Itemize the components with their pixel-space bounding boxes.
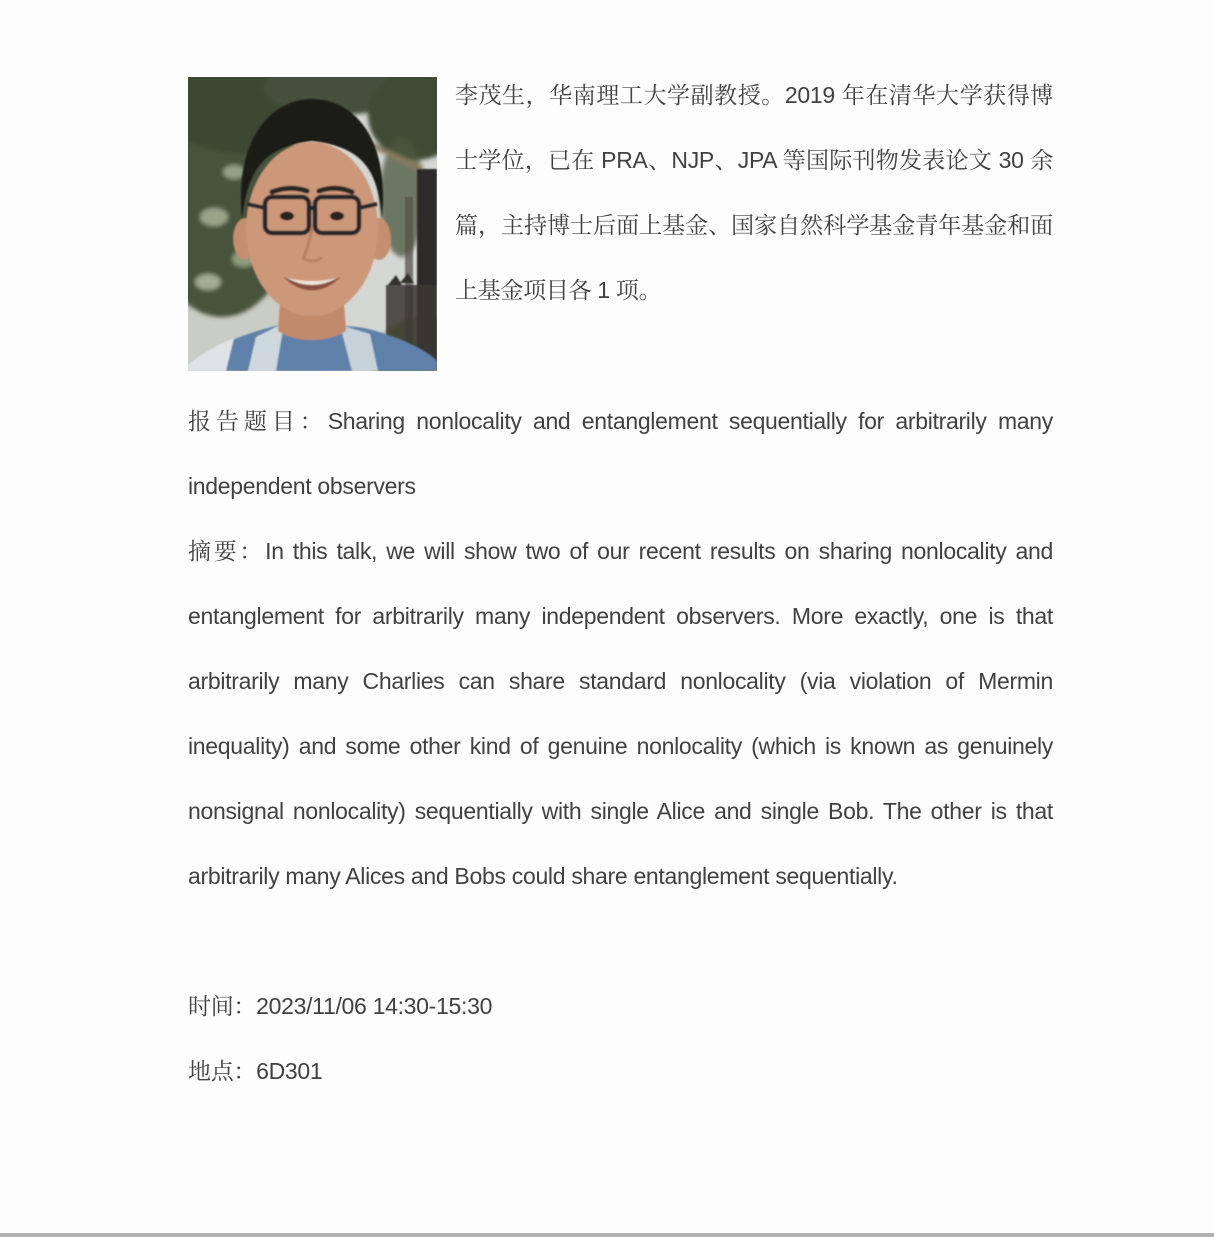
talk-title-paragraph — [188, 389, 1053, 519]
location-label: 地点 — [188, 1058, 234, 1084]
abstract-text: In this talk, we will show two of our recent results on sharing nonlocality and entanglement for arbitrarily many independent observers. More exactly, one is that arbitrarily many Charlies can share standard nonlocality (via violation of Mermin inequality) and some other kind of genuine nonlocality (which is known as genuinely nonsignal nonlocality) sequentially with single Alice and single Bob. The other is that arbitrarily many Alices and Bobs could share entanglement sequentially. — [188, 538, 1053, 889]
talk-details — [188, 389, 1053, 1104]
speaker-bio — [455, 63, 1053, 323]
talk-title-label: 报告题目 — [188, 408, 300, 434]
talk-title-text: Sharing nonlocality and entanglement sequentially for arbitrarily many independent observers — [188, 408, 1053, 499]
meta-block — [188, 974, 1053, 1104]
location-colon: ： — [233, 1058, 257, 1084]
time-row — [188, 974, 1053, 1039]
speaker-bio-text: 李茂生，华南理工大学副教授。2019 年在清华大学获得博士学位，已在 PRA、NJP、JPA 等国际刊物发表论文 30 余篇，主持博士后面上基金、国家自然科学基金青年基金和面上基金项目各 1 项。 — [455, 82, 1053, 303]
speaker-header-row — [188, 77, 1053, 371]
talk-title-colon: ： — [299, 408, 328, 434]
speaker-portrait-illustration — [188, 77, 437, 371]
location-value: 6D301 — [256, 1058, 323, 1084]
speaker-photo — [188, 77, 437, 371]
time-label: 时间 — [188, 993, 234, 1019]
abstract-colon: ： — [239, 538, 266, 564]
abstract-label: 摘要 — [188, 538, 240, 564]
bottom-divider — [0, 1233, 1214, 1237]
abstract-paragraph — [188, 519, 1053, 909]
location-row — [188, 1039, 1053, 1104]
time-value: 2023/11/06 14:30-15:30 — [256, 993, 493, 1019]
time-colon: ： — [233, 993, 257, 1019]
